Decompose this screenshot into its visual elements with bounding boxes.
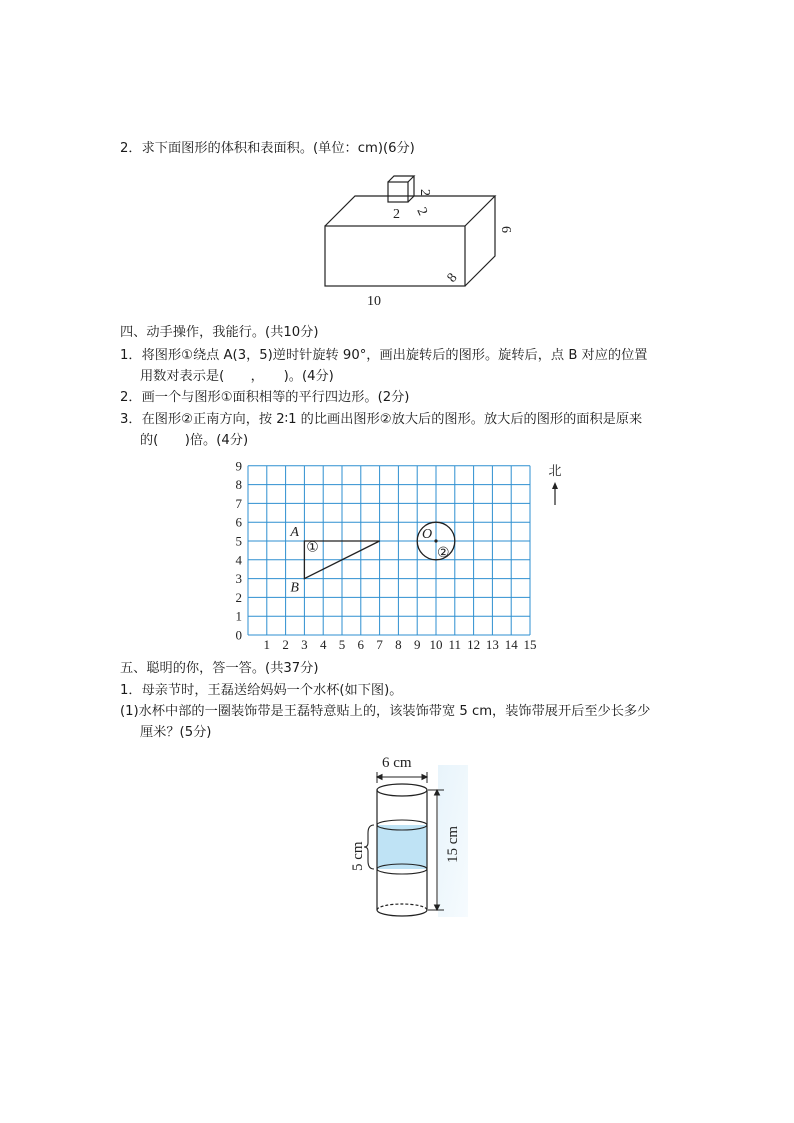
x-tick-label: 14	[504, 637, 518, 652]
s5-q1: 1．母亲节时，王磊送给妈妈一个水杯(如下图)。	[120, 683, 403, 698]
cube-height-label: 2	[417, 189, 432, 196]
q2-title: 2．求下面图形的体积和表面积。(单位：cm)(6分)	[120, 141, 415, 156]
y-tick-label: 6	[235, 514, 242, 530]
north-arrow-head	[552, 482, 558, 489]
x-tick-label: 11	[448, 637, 462, 652]
y-tick-label: 1	[235, 608, 242, 624]
height-label-rot: 15 cm	[445, 825, 461, 863]
north-label: 北	[548, 463, 562, 478]
y-tick-label: 2	[235, 589, 242, 605]
cube-depth-label: 2	[413, 205, 430, 219]
cup-top-rim	[377, 784, 427, 796]
y-tick-label: 5	[235, 533, 242, 549]
cube-right-face	[408, 176, 414, 202]
coordinate-grid-figure	[228, 455, 578, 659]
s5-q1a-line2: 厘米？(5分)	[140, 725, 212, 740]
circle-center-point	[434, 539, 437, 542]
x-tick-label: 9	[413, 637, 421, 652]
x-tick-label: 13	[485, 637, 499, 652]
y-tick-label: 9	[235, 458, 242, 474]
s5-q1a-line1: (1)水杯中部的一圈装饰带是王磊特意贴上的，该装饰带宽 5 cm，装饰带展开后至少长多少	[120, 704, 651, 719]
y-tick-label: 0	[235, 627, 242, 643]
section5-title: 五、聪明的你，答一答。(共37分)	[120, 661, 319, 676]
box-right-face	[465, 196, 495, 286]
s4-q1-line1: 1．将图形①绕点 A(3，5)逆时针旋转 90°，画出旋转后的图形。旋转后，点 B 对应的位置	[120, 348, 648, 363]
x-tick-label: 6	[357, 637, 365, 652]
cube-front-face	[388, 182, 408, 202]
cube-width-label: 2	[393, 207, 400, 222]
box-depth-label-2: 8	[444, 270, 461, 286]
s4-q1-line2: 用数对表示是( ， )。(4分)	[140, 369, 334, 384]
diameter-label: 6 cm	[382, 755, 412, 771]
x-tick-label: 7	[376, 637, 383, 652]
box-height-label: 6	[498, 226, 513, 233]
x-tick-label: 1	[263, 637, 271, 652]
y-tick-label: 8	[235, 477, 242, 493]
y-tick-label: 7	[235, 495, 242, 511]
x-tick-label: 5	[338, 637, 346, 652]
band-width-label: 5 cm	[350, 841, 366, 871]
s4-q3-line2: 的( )倍。(4分)	[140, 433, 249, 448]
decoration-band	[377, 825, 427, 869]
x-tick-label: 3	[301, 637, 308, 652]
x-tick-label: 2	[282, 637, 289, 652]
s4-q2: 2．画一个与图形①面积相等的平行四边形。(2分)	[120, 390, 410, 405]
x-tick-label: 10	[429, 637, 443, 652]
cup-figure	[340, 745, 480, 929]
cuboid-figure	[300, 168, 520, 317]
y-tick-label: 3	[235, 571, 242, 587]
x-tick-label: 12	[467, 637, 481, 652]
cube-top-face	[388, 176, 414, 182]
box-width-label: 10	[367, 294, 381, 309]
shape-1-label: ①	[306, 540, 319, 556]
s4-q3-line1: 3．在图形②正南方向，按 2∶1 的比画出图形②放大后的图形。放大后的图形的面积是原来	[120, 412, 643, 427]
x-tick-label: 8	[395, 637, 402, 652]
point-A-label: A	[290, 525, 299, 540]
section4-title: 四、动手操作，我能行。(共10分)	[120, 325, 319, 340]
x-tick-label: 15	[523, 637, 537, 652]
shape-2-label: ②	[437, 545, 450, 561]
box-front-face	[325, 226, 465, 286]
y-tick-label: 4	[235, 552, 242, 568]
x-tick-label: 4	[319, 637, 327, 652]
point-B-label: B	[290, 580, 299, 596]
point-O-label: O	[422, 527, 433, 542]
